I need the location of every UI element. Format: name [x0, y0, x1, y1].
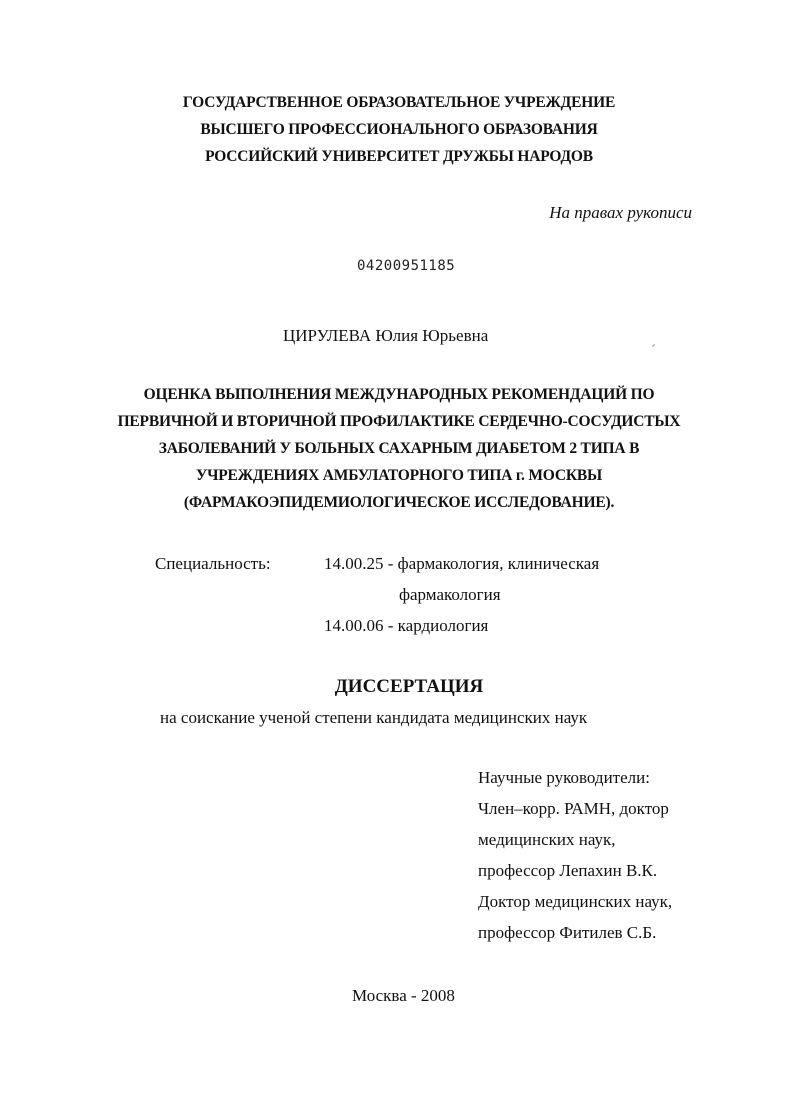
- specialty-item-2: 14.00.06 - кардиология: [324, 616, 489, 635]
- title-line-1: ОЦЕНКА ВЫПОЛНЕНИЯ МЕЖДУНАРОДНЫХ РЕКОМЕНДАЦИЙ ПО: [143, 386, 655, 403]
- institution-line-1: ГОСУДАРСТВЕННОЕ ОБРАЗОВАТЕЛЬНОЕ УЧРЕЖДЕНИЕ: [182, 94, 616, 111]
- supervisor-line: медицинских наук,: [478, 830, 616, 849]
- specialty-item-1-line-2: фармакология: [399, 585, 501, 604]
- title-line-5: (ФАРМАКОЭПИДЕМИОЛОГИЧЕСКОЕ ИССЛЕДОВАНИЕ).: [183, 494, 615, 511]
- specialty-label: Специальность:: [155, 554, 271, 573]
- supervisor-line: Член–корр. РАМН, доктор: [478, 799, 669, 818]
- institution-line-2: ВЫСШЕГО ПРОФЕССИОНАЛЬНОГО ОБРАЗОВАНИЯ: [200, 121, 598, 138]
- supervisor-line: профессор Лепахин В.К.: [478, 861, 658, 880]
- scan-speck: [652, 344, 655, 347]
- title-line-4: УЧРЕЖДЕНИЯХ АМБУЛАТОРНОГО ТИПА г. МОСКВЫ: [195, 467, 603, 484]
- city-year: Москва - 2008: [352, 986, 455, 1005]
- institution-line-3: РОССИЙСКИЙ УНИВЕРСИТЕТ ДРУЖБЫ НАРОДОВ: [205, 148, 593, 165]
- title-line-2: ПЕРВИЧНОЙ И ВТОРИЧНОЙ ПРОФИЛАКТИКЕ СЕРДЕЧНО-СОСУДИСТЫХ: [117, 413, 681, 430]
- document-number: 04200951185: [357, 258, 456, 274]
- supervisor-line: профессор Фитилев С.Б.: [478, 923, 657, 942]
- author-name: ЦИРУЛЕВА Юлия Юрьевна: [283, 326, 489, 345]
- dissertation-subheading: на соискание ученой степени кандидата медицинских наук: [160, 708, 588, 727]
- dissertation-heading: ДИССЕРТАЦИЯ: [334, 676, 484, 697]
- supervisor-line: Доктор медицинских наук,: [478, 892, 673, 911]
- supervisors-heading: Научные руководители:: [478, 768, 650, 787]
- title-line-3: ЗАБОЛЕВАНИЙ У БОЛЬНЫХ САХАРНЫМ ДИАБЕТОМ 2 ТИПА В: [158, 440, 640, 457]
- specialty-item-1-line-1: 14.00.25 - фармакология, клиническая: [324, 554, 600, 573]
- manuscript-rights-note: На правах рукописи: [549, 203, 692, 222]
